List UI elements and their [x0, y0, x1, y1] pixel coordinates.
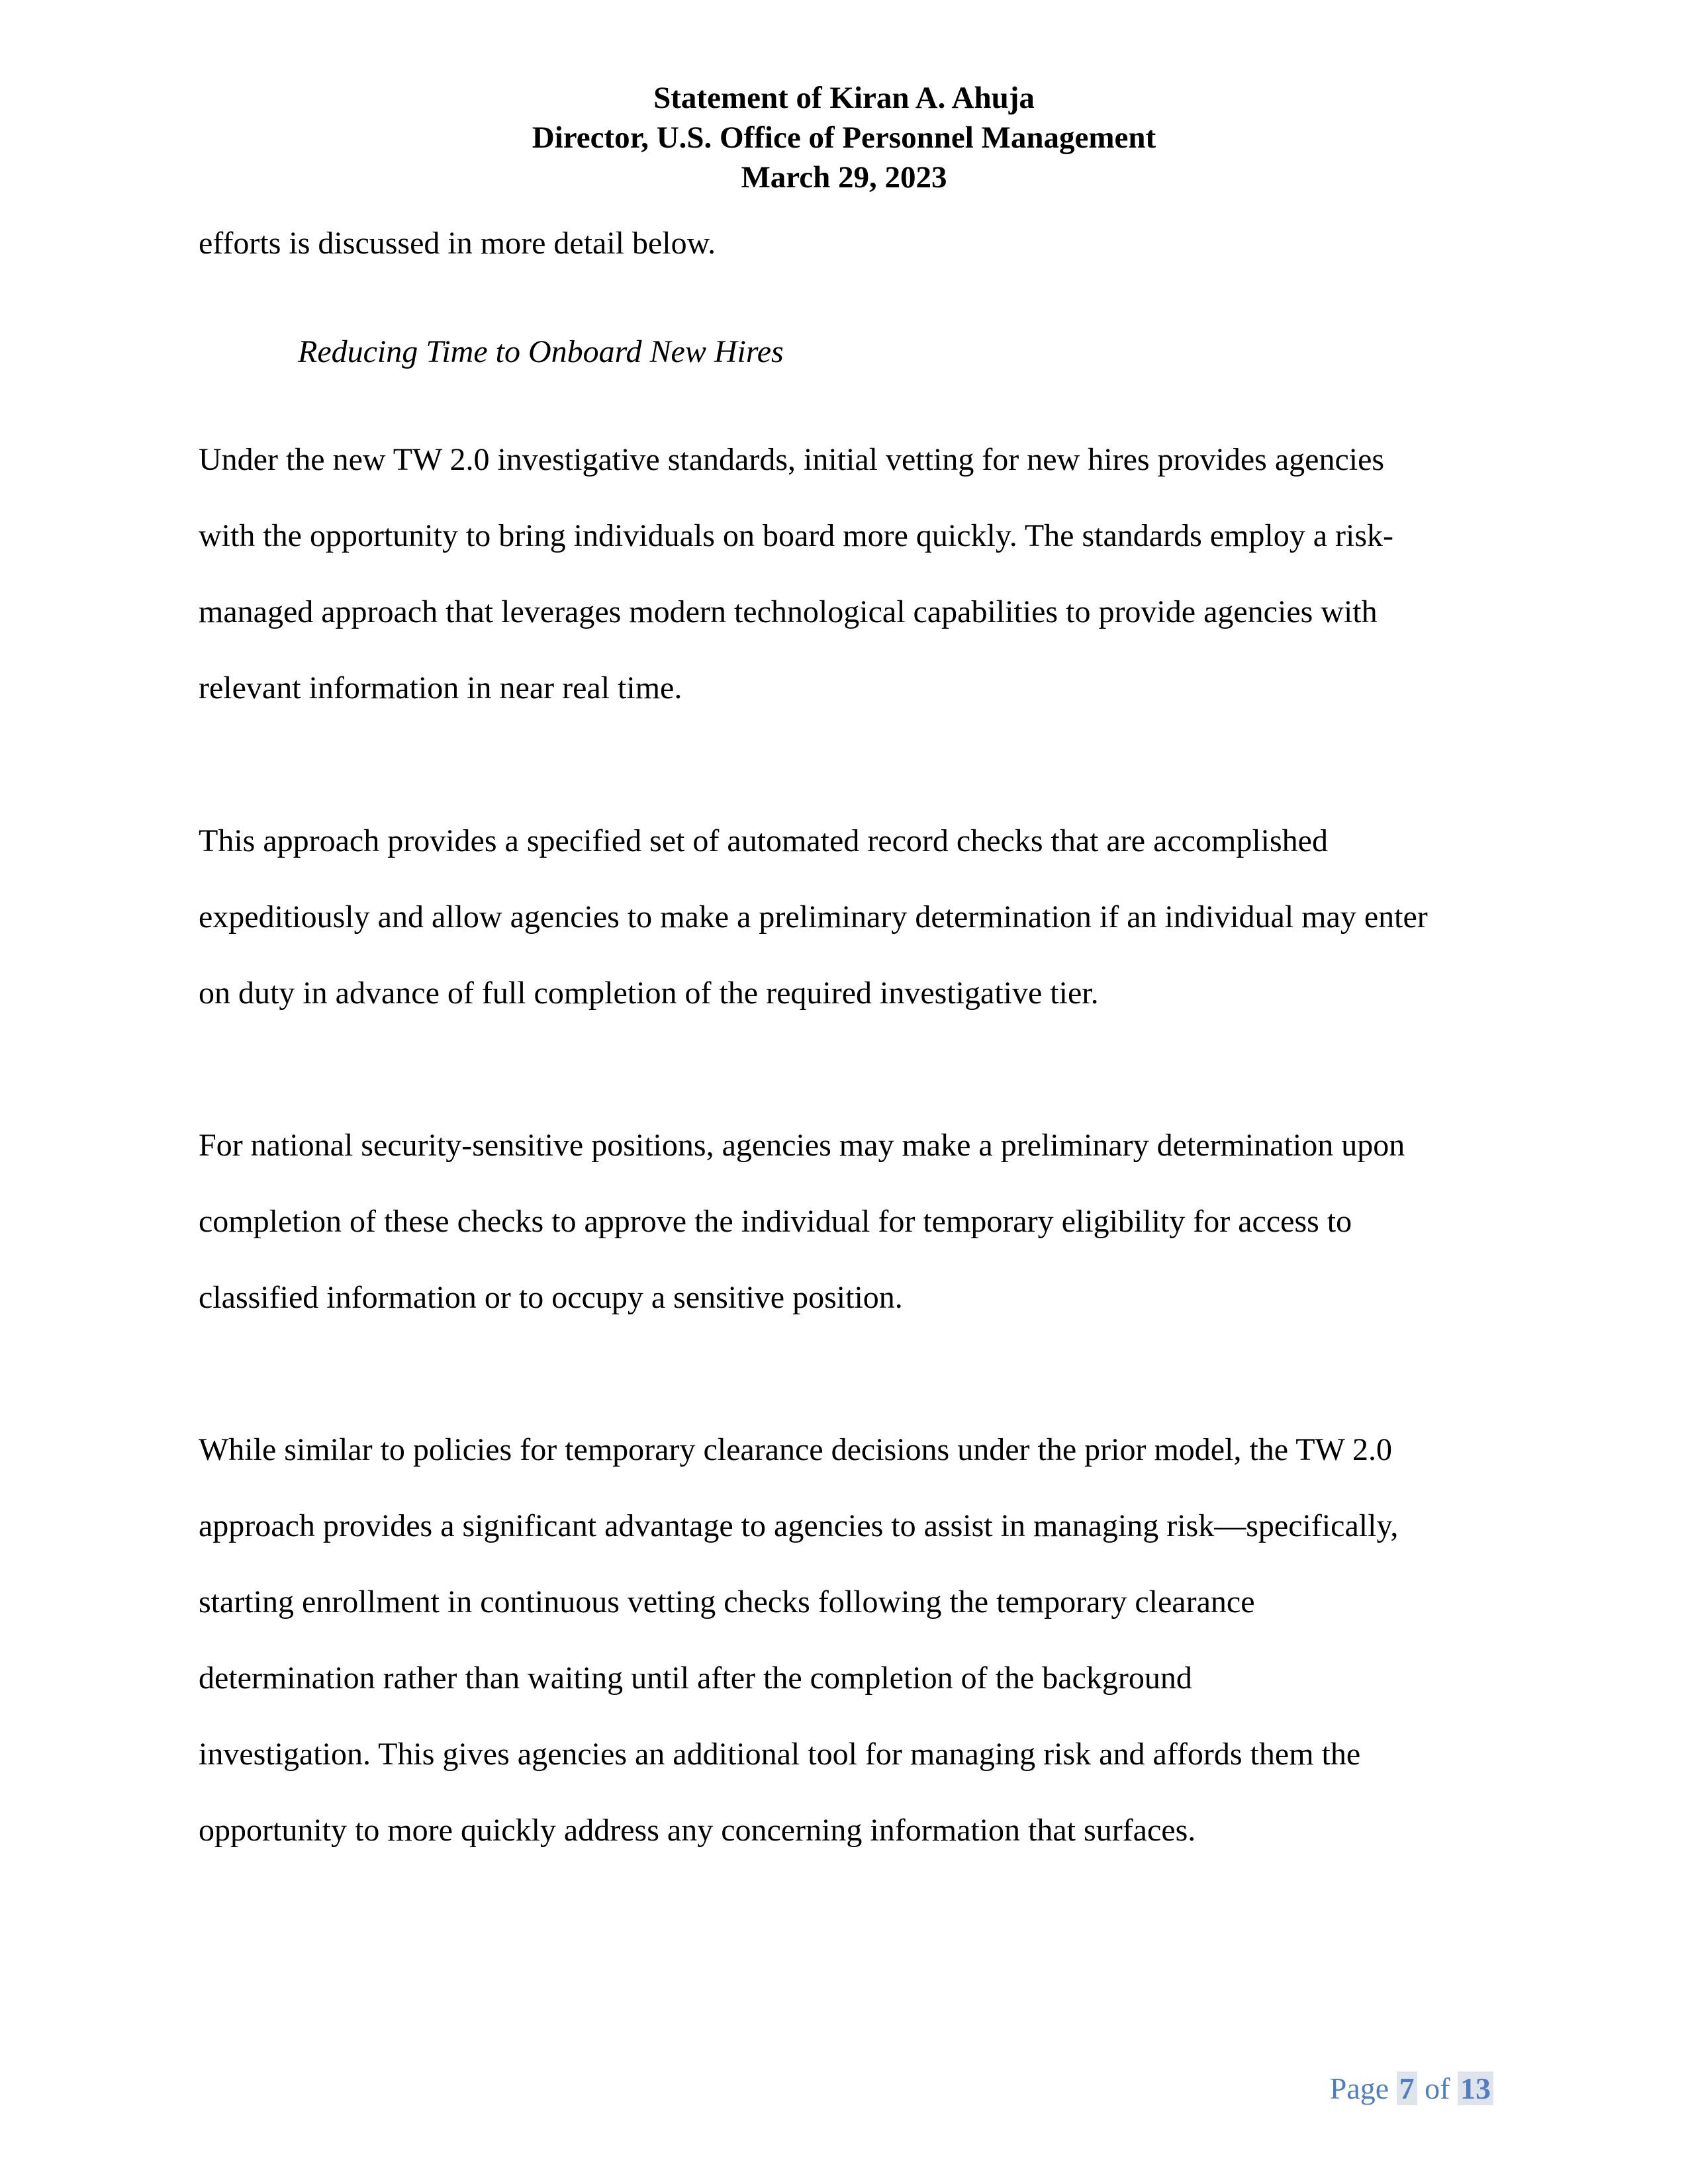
page-current: 7: [1397, 2071, 1417, 2105]
paragraph-line: expeditiously and allow agencies to make a preliminary determination if an individual may enter: [199, 899, 1428, 934]
document-header: [0, 78, 1688, 197]
paragraph-line: starting enrollment in continuous vetting checks following the temporary clearance: [199, 1584, 1255, 1619]
statement-date: March 29, 2023: [741, 160, 947, 195]
intro-line: efforts is discussed in more detail below.: [199, 226, 716, 261]
paragraph-line: approach provides a significant advantage to agencies to assist in managing risk—specifically,: [199, 1508, 1399, 1543]
director-title: Director, U.S. Office of Personnel Management: [532, 120, 1156, 155]
paragraph-line: Under the new TW 2.0 investigative standards, initial vetting for new hires provides agencies: [199, 442, 1385, 477]
paragraph-line: investigation. This gives agencies an additional tool for managing risk and affords them the: [199, 1737, 1361, 1772]
paragraph-line: managed approach that leverages modern technological capabilities to provide agencies with: [199, 594, 1378, 629]
paragraph-line: This approach provides a specified set of automated record checks that are accomplished: [199, 823, 1328, 858]
statement-title: Statement of Kiran A. Ahuja: [653, 81, 1035, 115]
paragraph-line: relevant information in near real time.: [199, 670, 682, 705]
paragraph-line: on duty in advance of full completion of the required investigative tier.: [199, 976, 1099, 1011]
paragraph-line: For national security-sensitive positions, agencies may make a preliminary determination upon: [199, 1128, 1405, 1163]
section-subheading: Reducing Time to Onboard New Hires: [298, 334, 784, 369]
page-total: 13: [1458, 2071, 1493, 2105]
paragraph-line: opportunity to more quickly address any concerning information that surfaces.: [199, 1813, 1196, 1848]
page-label: Page: [1329, 2071, 1389, 2105]
paragraph-line: classified information or to occupy a sensitive position.: [199, 1280, 903, 1315]
paragraph-line: completion of these checks to approve the individual for temporary eligibility for access to: [199, 1204, 1352, 1239]
paragraph-line: While similar to policies for temporary clearance decisions under the prior model, the TW 2.0: [199, 1432, 1392, 1467]
paragraph-line: determination rather than waiting until after the completion of the background: [199, 1661, 1192, 1696]
page-number: [1330, 2069, 1493, 2109]
of-label: of: [1425, 2071, 1450, 2105]
paragraph-line: with the opportunity to bring individuals on board more quickly. The standards employ a risk-: [199, 518, 1394, 553]
